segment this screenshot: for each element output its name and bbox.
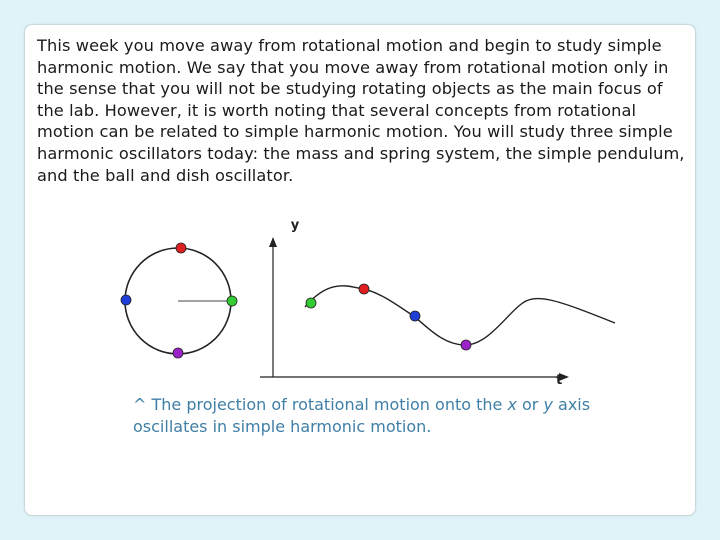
body-paragraph: This week you move away from rotational motion and begin to study simple harmonic motion. We say that you move away from rotational motion only in the sense that you will not be studying rotating objects as the main focus of the lab. However, it is worth noting that several concepts from rotational motion can be related to simple harmonic motion. You will study three simple harmonic oscillators today: the mass and spring system, the simple pendulum, and the ball and dish oscillator. xyxy=(37,36,685,185)
caption-x: x xyxy=(507,395,517,414)
y-axis-arrow xyxy=(269,237,277,247)
circle-point-right-green xyxy=(227,296,237,306)
wave-point-green xyxy=(306,298,316,308)
slide-card xyxy=(24,24,696,516)
figure-caption xyxy=(133,394,603,438)
rotation-projection-figure xyxy=(115,217,605,388)
wave-point-red xyxy=(359,284,369,294)
caption-text-3: axis oscillates in simple harmonic motion. xyxy=(133,395,591,436)
wave-point-blue xyxy=(410,311,420,321)
wave-point-purple xyxy=(461,340,471,350)
circle-point-top-red xyxy=(176,243,186,253)
sine-wave xyxy=(305,286,615,345)
circle-point-bottom-purple xyxy=(173,348,183,358)
caption-text-2: or xyxy=(516,395,544,414)
t-axis-label: t xyxy=(556,373,563,388)
y-axis-label: y xyxy=(290,218,300,233)
caption-text-1: ^ The projection of rotational motion onto the xyxy=(133,395,508,414)
circle-point-left-blue xyxy=(121,295,131,305)
caption-y: y xyxy=(543,395,553,414)
